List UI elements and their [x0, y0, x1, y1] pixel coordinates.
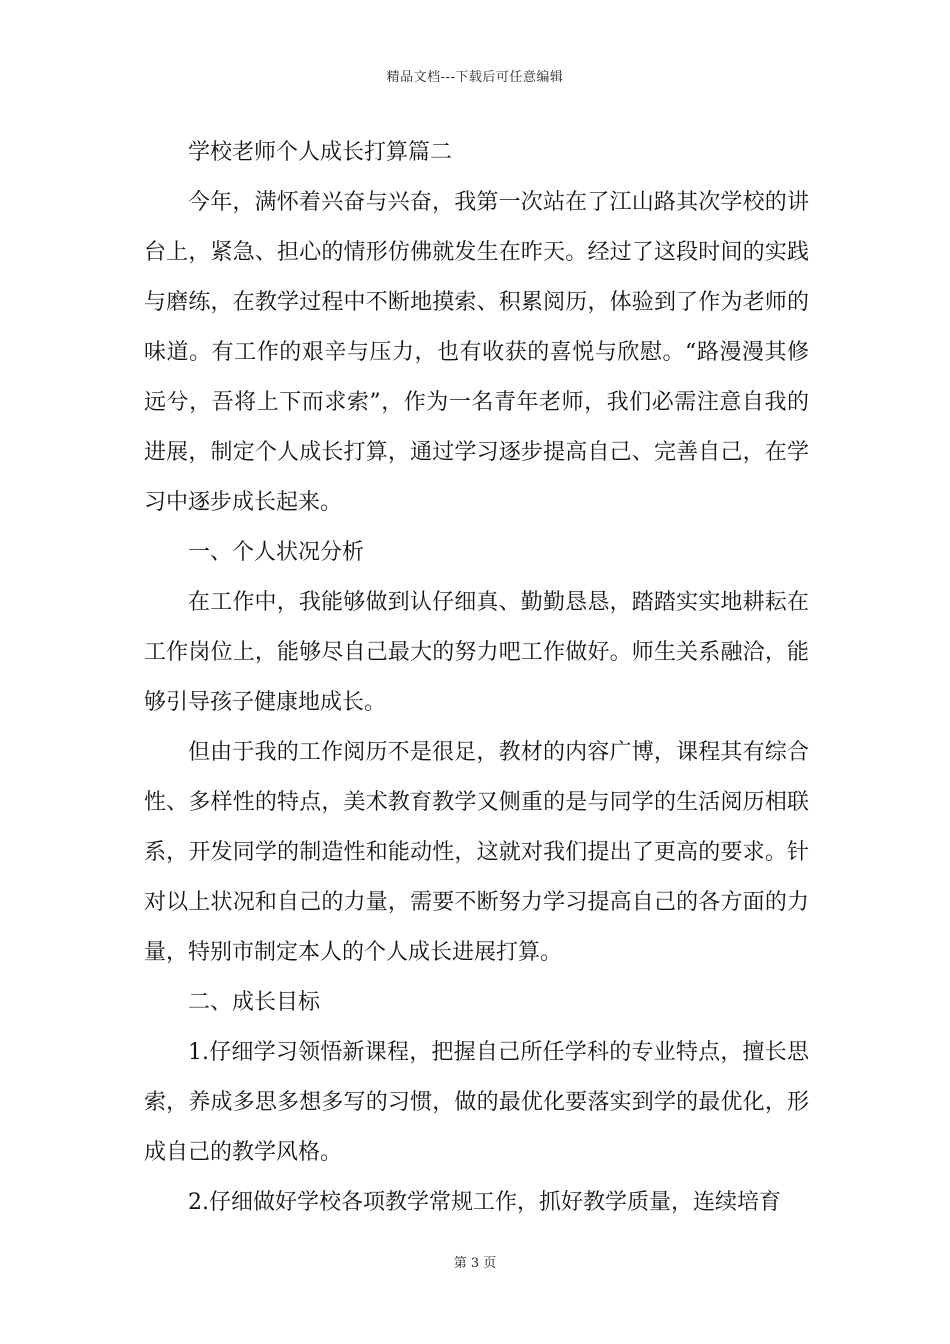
body-paragraph: 但由于我的工作阅历不是很足，教材的内容广博，课程其有综合性、多样性的特点，美术教育教学又侧重的是与同学的生活阅历相联系，开发同学的制造性和能动性，这就对我们提出了更高的要求。针对以上状况和自己的力量，需要不断努力学习提高自己的各方面的力量，特别市制定本人的个人成长进展打算。: [144, 740, 809, 965]
section-heading: 二、成长目标: [188, 990, 321, 1015]
body-paragraph: 今年，满怀着兴奋与兴奋，我第一次站在了江山路其次学校的讲台上，紧急、担心的情形仿佛就发生在昨天。经过了这段时间的实践与磨练，在教学过程中不断地摸索、积累阅历，体验到了作为老师的味道。有工作的艰辛与压力，也有收获的喜悦与欣慰。“路漫漫其修远兮，吾将上下而求索”，作为一名青年老师，我们必需注意自我的进展，制定个人成长打算，通过学习逐步提高自己、完善自己，在学习中逐步成长起来。: [144, 190, 809, 515]
page-header: 精品文档---下载后可任意编辑: [386, 70, 564, 85]
page-number: 第 3 页: [453, 1256, 497, 1271]
list-item: 2.仔细做好学校各项教学常规工作，抓好教学质量，连续培育: [188, 1190, 781, 1215]
section-heading: 一、个人状况分析: [188, 540, 365, 565]
list-item: 1.仔细学习领悟新课程，把握自己所任学科的专业特点，擅长思索，养成多思多想多写的习惯，做的最优化要落实到学的最优化，形成自己的教学风格。: [144, 1040, 809, 1165]
section-title: 学校老师个人成长打算篇二: [188, 140, 453, 165]
document-body: [144, 128, 809, 1228]
body-paragraph: 在工作中，我能够做到认仔细真、勤勤恳恳，踏踏实实地耕耘在工作岗位上，能够尽自己最大的努力吧工作做好。师生关系融洽，能够引导孩子健康地成长。: [144, 590, 809, 715]
